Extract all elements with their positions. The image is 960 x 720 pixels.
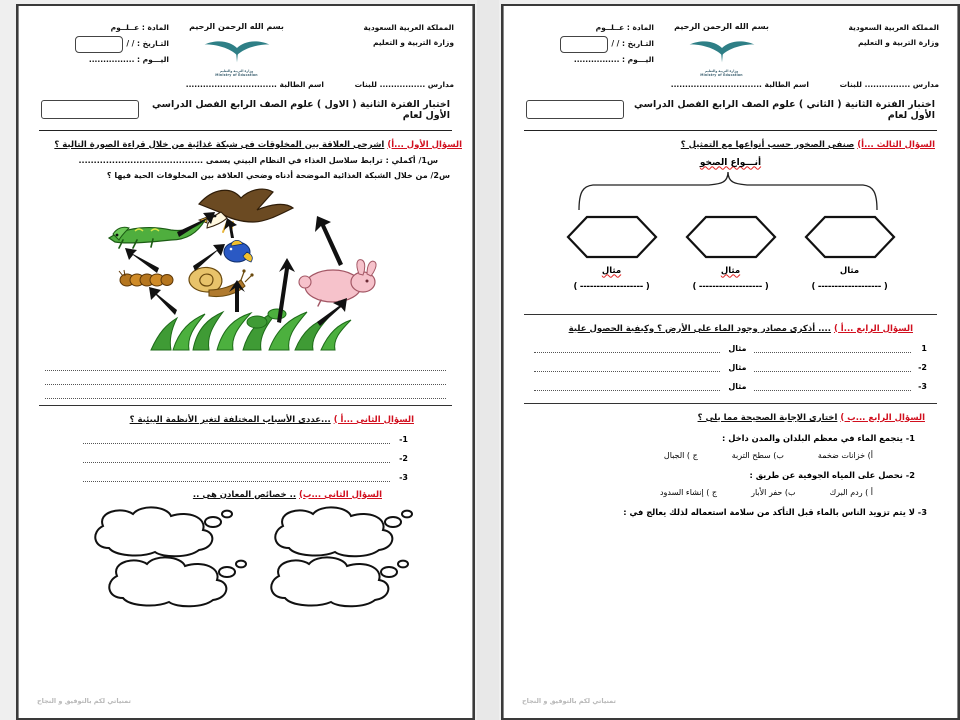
question-4b-text: اختارى الإجابة الصحيحة مما يلى ؟ bbox=[697, 412, 838, 423]
subject-label-left: المادة : عــلــوم bbox=[110, 23, 169, 32]
exam-title-text-left: اختبار الفترة الثانية ( الاول ) علوم الصف الرابع الفصل الدراسي الأول لعام bbox=[152, 98, 450, 121]
grass-icon bbox=[151, 309, 351, 350]
snail-icon bbox=[189, 267, 254, 296]
kingdom-label: المملكة العربية السعودية bbox=[363, 23, 454, 32]
date-label-left: التـاريخ : / / bbox=[126, 38, 169, 48]
student-name-label-left: اسم الطالبة ................................ bbox=[185, 79, 324, 89]
rock-types-diagram bbox=[518, 150, 943, 300]
answer-line-source[interactable] bbox=[754, 381, 911, 391]
question-3-heading bbox=[508, 140, 953, 150]
question-4a-text: .... أذكرى مصادر وجود الماء على الأرض ؟ وكيفية الحصول علية bbox=[568, 323, 831, 334]
q2a-row-index: 3- bbox=[399, 472, 408, 482]
title-divider-left bbox=[39, 130, 452, 131]
rock-hexagon-blank[interactable]: ( ------------------- ) bbox=[811, 281, 888, 292]
letterhead-second-line-right bbox=[508, 78, 953, 89]
answer-row bbox=[534, 362, 927, 372]
date-input-box-right[interactable] bbox=[560, 36, 608, 53]
hexagon-icon[interactable] bbox=[684, 214, 778, 260]
answer-row-index: 1 bbox=[921, 343, 927, 353]
q2a-row-index: 1- bbox=[399, 434, 408, 444]
ministry-label: وزارة التربية و التعليم bbox=[372, 37, 454, 47]
schools-label-left: مدارس ................ للبنات bbox=[354, 79, 454, 89]
exam-year-box-left[interactable] bbox=[41, 100, 139, 119]
bluebird-icon bbox=[224, 240, 252, 262]
answer-line-source[interactable] bbox=[754, 343, 911, 353]
rabbit-icon bbox=[299, 259, 376, 306]
q2a-answer-row bbox=[83, 472, 408, 482]
q2a-answer-line[interactable] bbox=[83, 453, 390, 463]
question-4a-heading bbox=[508, 324, 953, 334]
answer-line-example[interactable] bbox=[534, 381, 720, 391]
q1-answer-line[interactable] bbox=[45, 361, 446, 371]
thought-bubble-icon[interactable] bbox=[67, 506, 237, 558]
q2a-answer-line[interactable] bbox=[83, 472, 390, 482]
question-2b-heading bbox=[23, 490, 468, 500]
question-1-heading bbox=[23, 140, 468, 150]
mcq-option[interactable]: أ) خزانات ضخمة bbox=[817, 450, 873, 460]
question-1-tag: السؤال الأول ...أ) bbox=[387, 139, 462, 150]
eagle-icon bbox=[199, 189, 293, 232]
question-2a-text: ...عددى الأسباب المختلفة لتغير الأنظمة البيئية ؟ bbox=[129, 414, 331, 425]
mcq-option-row bbox=[528, 451, 933, 460]
exam-year-box-right[interactable] bbox=[526, 100, 624, 119]
answer-row-index: 2- bbox=[918, 362, 927, 372]
letterhead-left bbox=[23, 11, 468, 78]
rock-hexagon-blank[interactable]: ( ------------------- ) bbox=[692, 281, 769, 292]
kingdom-label: المملكة العربية السعودية bbox=[848, 23, 939, 32]
question-1-sub-2: س2/ من خلال الشبكة الغذائية الموضحة أدناه وضحي العلاقة بين المخلوقات الحية فيها ؟ bbox=[106, 170, 450, 180]
curly-brace-icon bbox=[513, 170, 943, 212]
rock-hexagon-label: مثال bbox=[601, 265, 622, 276]
q1-answer-line[interactable] bbox=[45, 375, 446, 385]
rock-hexagon-cell bbox=[802, 214, 898, 292]
answer-row-example-label: مثال bbox=[728, 362, 747, 372]
rock-hexagon-blank[interactable]: ( ------------------- ) bbox=[573, 281, 650, 292]
mcq-option[interactable]: ج ) إنشاء السدود bbox=[659, 487, 718, 497]
q2a-answer-row bbox=[83, 453, 408, 463]
question-4a-tag: السؤال الرابع ...أ ) bbox=[833, 323, 913, 334]
question-4a-answer-rows bbox=[534, 343, 927, 391]
letterhead-right bbox=[508, 11, 953, 78]
question-2b-text: .. خصائص المعادن هى .. bbox=[192, 489, 297, 500]
caterpillar-icon bbox=[119, 270, 173, 286]
mcq-option[interactable]: ب) سطح التربة bbox=[731, 450, 784, 460]
mcq-option[interactable]: ب) حفر الأبار bbox=[751, 487, 796, 497]
answer-row-example-label: مثال bbox=[728, 343, 747, 353]
food-web-diagram-icon bbox=[81, 182, 411, 354]
hexagon-icon[interactable] bbox=[565, 214, 659, 260]
mcq-option[interactable]: أ ) ردم البرك bbox=[829, 487, 873, 497]
answer-row-index: 3- bbox=[918, 381, 927, 391]
mcq-option-row bbox=[528, 488, 933, 497]
rock-hexagons-row bbox=[552, 214, 909, 292]
answer-row-example-label: مثال bbox=[728, 381, 747, 391]
mcq-list bbox=[528, 433, 933, 517]
mcq-question-stem: 1- يتجمع الماء في معظم البلدان والمدن داخل : bbox=[722, 432, 915, 443]
minerals-thought-bubbles bbox=[47, 504, 444, 612]
day-label-right: اليـــوم : ................ bbox=[573, 54, 654, 64]
thought-bubble-icon[interactable] bbox=[243, 556, 413, 608]
question-2a-heading bbox=[23, 415, 468, 425]
logo-caption: وزارة التربية والتعليم Ministry of Education bbox=[215, 69, 258, 78]
question-1-sub-1: س1/ أكملي : ترابط سلاسل الغذاء في النظام البيني يسمى ......................................... bbox=[78, 155, 438, 165]
date-input-box-left[interactable] bbox=[75, 36, 123, 53]
page-footer-note-right: تمنياتي لكم بالتوفيق و النجاح bbox=[522, 697, 616, 705]
rock-hexagon-cell bbox=[683, 214, 779, 292]
day-label-left: اليـــوم : ................ bbox=[88, 54, 169, 64]
question-2a-tag: السؤال الثانى ...أ ) bbox=[333, 414, 414, 425]
ministry-label: وزارة التربية و التعليم bbox=[857, 37, 939, 47]
logo-caption: وزارة التربية والتعليم Ministry of Education bbox=[700, 69, 743, 78]
schools-label-right: مدارس ................ للبنات bbox=[839, 79, 939, 89]
answer-line-example[interactable] bbox=[534, 362, 720, 372]
q4a-divider bbox=[524, 403, 937, 404]
mcq-option[interactable]: ج ) الجبال bbox=[663, 450, 698, 460]
q1-divider bbox=[39, 405, 452, 406]
bismillah-text: بسم الله الرحمن الرحيم bbox=[189, 22, 284, 31]
question-4b-tag: السؤال الرابع ...ب ) bbox=[840, 412, 925, 423]
question-3-tag: السؤال الثالث ...أ) bbox=[857, 139, 935, 150]
food-web-figure bbox=[63, 182, 428, 357]
title-divider-right bbox=[524, 130, 937, 131]
thought-bubble-icon[interactable] bbox=[247, 506, 417, 558]
answer-row bbox=[534, 343, 927, 353]
exam-page-one bbox=[16, 4, 475, 720]
lizard-icon bbox=[109, 220, 205, 248]
page-footer-note-left: تمنياتي لكم بالتوفيق و النجاح bbox=[37, 697, 131, 705]
q2a-answer-line[interactable] bbox=[83, 434, 390, 444]
rock-hexagon-label: مثال bbox=[839, 265, 860, 276]
rock-hexagon-label: مثال bbox=[720, 265, 741, 276]
ministry-of-education-logo-icon bbox=[686, 36, 758, 66]
mcq-question-stem: 2- نحصل على المياه الجوفية عن طريق : bbox=[749, 469, 915, 480]
q3-divider bbox=[524, 314, 937, 315]
answer-row bbox=[534, 381, 927, 391]
thought-bubble-icon[interactable] bbox=[81, 556, 251, 608]
question-1-text: اشرحى العلاقة بين المخلوقات فى شبكة غذائية من خلال قراءة الصورة التالية ؟ bbox=[54, 139, 385, 150]
rock-hexagon-cell bbox=[564, 214, 660, 292]
rock-diagram-title: أنـــواع الصخو bbox=[699, 157, 762, 168]
q1-answer-line[interactable] bbox=[45, 389, 446, 399]
answer-line-example[interactable] bbox=[534, 343, 720, 353]
bismillah-text: بسم الله الرحمن الرحيم bbox=[674, 22, 769, 31]
exam-title-text-right: اختبار الفترة الثانية ( الثاني ) علوم الصف الرابع الفصل الدراسي الأول لعام bbox=[634, 98, 935, 121]
mcq-question-stem: 3- لا يتم تزويد الناس بالماء قبل التأكد من سلامة استعماله لذلك يعالج في : bbox=[623, 506, 927, 517]
exam-page-two bbox=[501, 4, 960, 720]
student-name-label-right: اسم الطالبة ................................ bbox=[670, 79, 809, 89]
exam-title-line-left bbox=[41, 99, 450, 121]
question-3-text: صنفى الصخور حسب أنواعها مع التمثيل ؟ bbox=[680, 139, 855, 150]
letterhead-second-line-left bbox=[23, 78, 468, 89]
subject-label-right: المادة : عــلــوم bbox=[595, 23, 654, 32]
question-2b-tag: السؤال الثانى ...ب) bbox=[299, 489, 382, 500]
hexagon-icon[interactable] bbox=[803, 214, 897, 260]
answer-line-source[interactable] bbox=[754, 362, 911, 372]
question-4b-heading bbox=[508, 413, 953, 423]
page-gutter bbox=[477, 0, 499, 720]
q2a-row-index: 2- bbox=[399, 453, 408, 463]
q2a-answer-row bbox=[83, 434, 408, 444]
date-label-right: التـاريخ : / / bbox=[611, 38, 654, 48]
exam-title-line-right bbox=[526, 99, 935, 121]
ministry-of-education-logo-icon bbox=[201, 36, 273, 66]
